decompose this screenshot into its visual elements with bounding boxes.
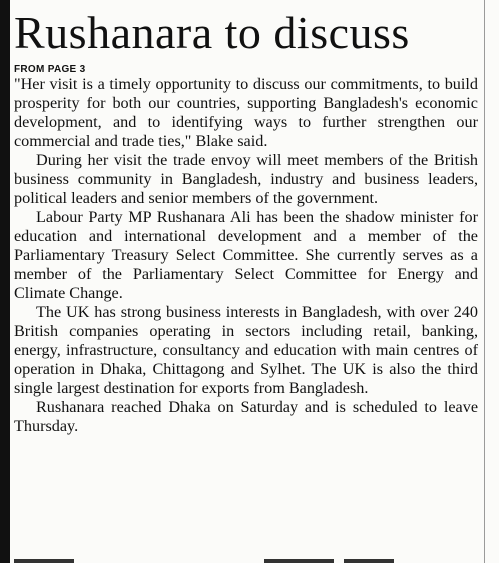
- adjacent-column-cropped: [488, 0, 499, 563]
- paragraph-quote: "Her visit is a timely opportunity to discuss our commitments, to build prosperity for both our countries, supporting Bangladesh's economic development, and to identifying ways to further strengthen our commercial and trade ties," Blake said.: [14, 75, 478, 150]
- next-headline-cropped: [14, 556, 478, 563]
- page-edge-shadow: [0, 0, 10, 563]
- headline: Rushanara to discuss: [14, 7, 410, 58]
- column-divider: [484, 0, 485, 563]
- paragraph-schedule: Rushanara reached Dhaka on Saturday and is scheduled to leave Thursday.: [14, 398, 478, 435]
- news-article: [14, 0, 478, 436]
- paragraph-background: Labour Party MP Rushanara Ali has been the shadow minister for education and international development and a member of the Parliamentary Treasury Select Committee. She currently serves as a member of the Parliamentary Select Committee for Energy and Climate Change.: [14, 208, 478, 302]
- paragraph-trade: The UK has strong business interests in Bangladesh, with over 240 British companies operating in sectors including retail, banking, energy, infrastructure, consultancy and education with main centres of operation in Dhaka, Chittagong and Sylhet. The UK is also the third single largest destination for exports from Bangladesh.: [14, 303, 478, 397]
- jump-line: FROM PAGE 3: [14, 64, 86, 75]
- paragraph-visit: During her visit the trade envoy will meet members of the British business community in Bangladesh, industry and business leaders, political leaders and senior members of the government.: [14, 151, 478, 207]
